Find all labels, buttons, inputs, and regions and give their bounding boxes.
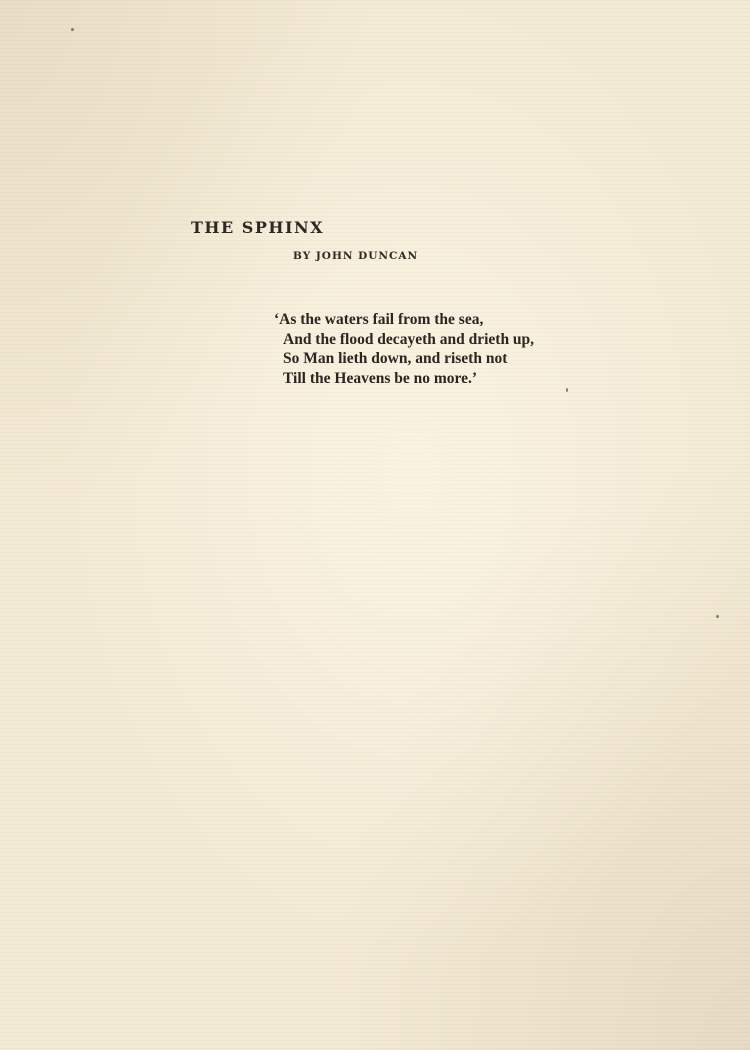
poem-epigraph — [274, 310, 534, 388]
paper-speck — [71, 28, 74, 31]
verse-line: So Man lieth down, and riseth not — [283, 350, 508, 367]
poem-title: THE SPHINX — [191, 218, 325, 237]
poem-byline: BY JOHN DUNCAN — [293, 250, 419, 262]
paper-speck — [716, 615, 719, 618]
verse-line: Till the Heavens be no more.’ — [283, 369, 478, 387]
paper-speck — [566, 388, 568, 392]
verse-line: And the flood decayeth and drieth up, — [283, 330, 535, 348]
verse-line: ‘As the waters fail from the sea, — [274, 311, 484, 328]
